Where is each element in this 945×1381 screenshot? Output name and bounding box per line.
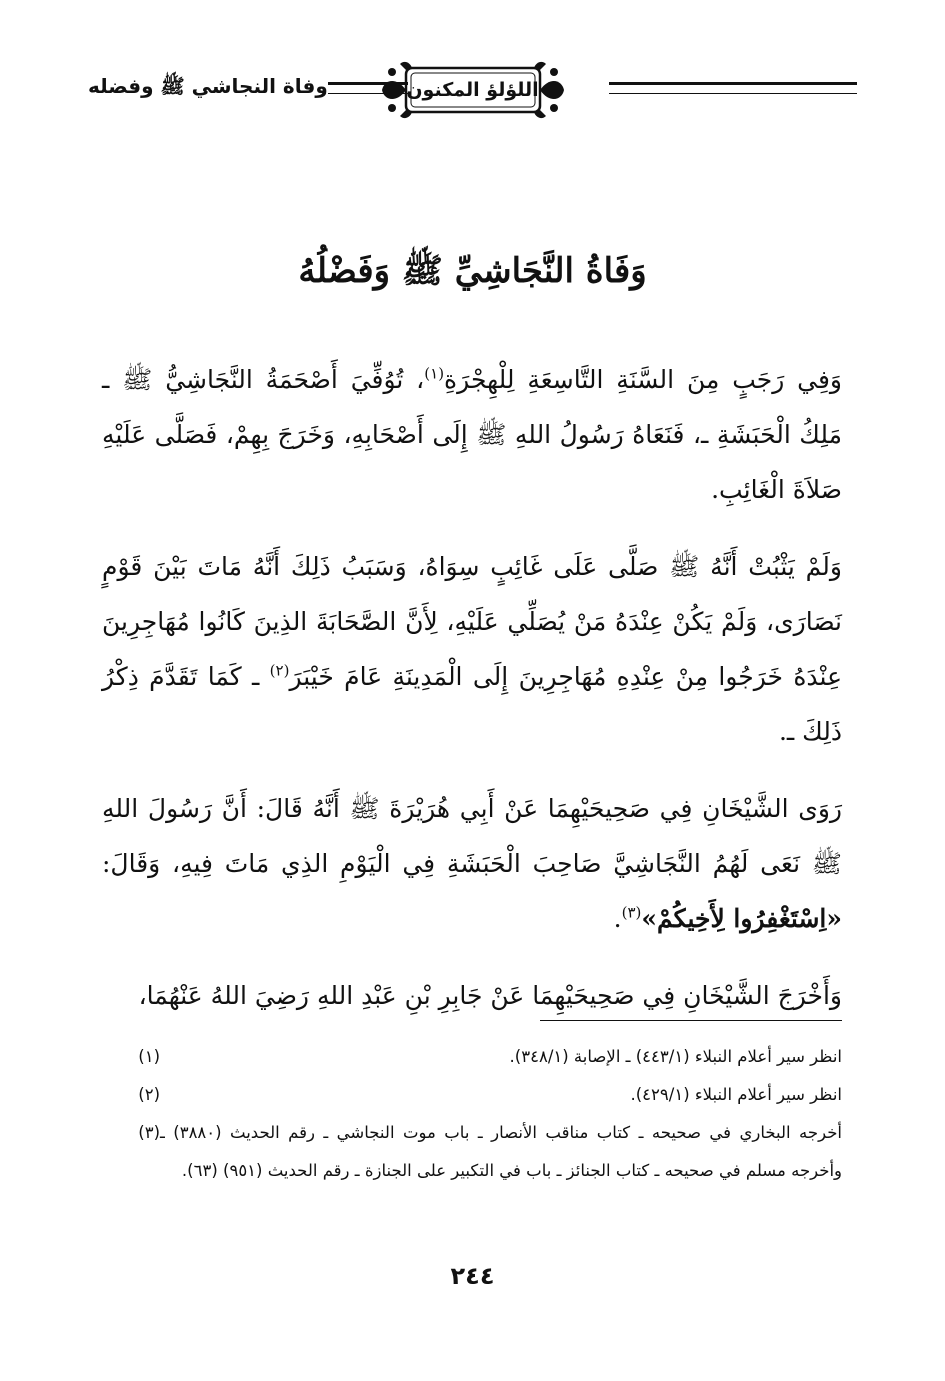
paragraph	[102, 968, 842, 1023]
chapter-heading: وَفَاةُ النَّجَاشِيِّ ﷺ وَفَضْلُهُ	[298, 251, 647, 291]
paragraph-text: رَوَى الشَّيْخَانِ فِي صَحِيحَيْهِمَا عَنْ أَبِي هُرَيْرَةَ ﷺ أَنَّهُ قَالَ: أَنَّ رَسُولَ اللهِ ﷺ نَعَى لَهُمُ النَّجَاشِيَّ صَاحِبَ الْحَبَشَةِ فِي الْيَوْمِ الذِي مَاتَ فِيهِ، وَقَالَ:	[102, 794, 842, 878]
footnote-number: (٣)	[138, 1123, 160, 1142]
footnote-text: انظر سير أعلام النبلاء (٤٢٩/١).	[630, 1085, 842, 1104]
footnote	[108, 1076, 842, 1114]
paragraph-text: وَلَمْ يَثْبُتْ أَنَّهُ ﷺ صَلَّى عَلَى غَائِبٍ سِوَاهُ، وَسَبَبُ ذَلِكَ أَنَّهُ مَاتَ بَيْنَ قَوْمٍ نَصَارَى، وَلَمْ يَكُنْ عِنْدَهُ مَنْ يُصَلِّي عَلَيْهِ، لِأَنَّ الصَّحَابَةَ الذِينَ كَانُوا مُهَاجِرِينَ عِنْدَهُ خَرَجُوا مِنْ عِنْدِهِ مُهَاجِرِينَ إِلَى الْمَدِينَةِ عَامَ خَيْبَرَ	[102, 552, 843, 691]
header-rule-right	[609, 82, 857, 94]
paragraph	[102, 352, 842, 517]
paragraph-text: وَفِي رَجَبٍ مِنَ السَّنَةِ التَّاسِعَةِ لِلْهِجْرَةِ	[444, 365, 842, 394]
footnote	[108, 1114, 842, 1190]
paragraph-text: ، تُوُفِّيَ أَصْحَمَةُ النَّجَاشِيُّ ﷺ ـ مَلِكُ الْحَبَشَةِ ـ، فَنَعَاهُ رَسُولُ اللهِ ﷺ إِلَى أَصْحَابِهِ، وَخَرَجَ بِهِمْ، فَصَلَّى عَلَيْهِ صَلاَةَ الْغَائِبِ.	[102, 365, 842, 504]
footnote	[108, 1038, 842, 1076]
book-title-frame	[378, 58, 568, 122]
footnote-ref: (٢)	[269, 661, 290, 680]
paragraph-text: ـ كَمَا تَقَدَّمَ ذِكْرُ ذَلِكَ ـ.	[102, 662, 842, 746]
footnote-ref: (٣)	[621, 903, 642, 922]
paragraph-text: .	[613, 904, 622, 933]
footnote-number: (٢)	[138, 1085, 160, 1104]
running-title: وفاة النجاشي ﷺ وفضله	[88, 74, 328, 98]
footnote-ref: (١)	[424, 364, 445, 383]
paragraph	[102, 539, 842, 759]
footnote-text: انظر سير أعلام النبلاء (٤٤٣/١) ـ الإصابة (٣٤٨/١).	[509, 1047, 842, 1066]
paragraph-text: وَأَخْرَجَ الشَّيْخَانِ فِي صَحِيحَيْهِمَا عَنْ جَابِرِ بْنِ عَبْدِ اللهِ رَضِيَ اللهُ عَنْهُمَا،	[138, 981, 842, 1010]
page-number: ٢٤٤	[450, 1262, 495, 1290]
footnotes	[108, 1038, 842, 1190]
footnote-separator	[540, 1020, 842, 1021]
footnote-number: (١)	[138, 1047, 160, 1066]
paragraph	[102, 781, 842, 946]
running-header	[88, 58, 857, 128]
main-text	[102, 352, 842, 1045]
hadith-quote: «اِسْتَغْفِرُوا لِأَخِيكُمْ»	[641, 904, 842, 933]
book-title: اللؤلؤ المكنون	[406, 79, 539, 101]
footnote-text: أخرجه البخاري في صحيحه ـ كتاب مناقب الأنصار ـ باب موت النجاشي ـ رقم الحديث (٣٨٨٠) ـ وأخرجه مسلم في صحيحه ـ كتاب الجنائز ـ باب في التكبير على الجنازة ـ رقم الحديث (٩٥١) (٦٣).	[160, 1123, 842, 1180]
